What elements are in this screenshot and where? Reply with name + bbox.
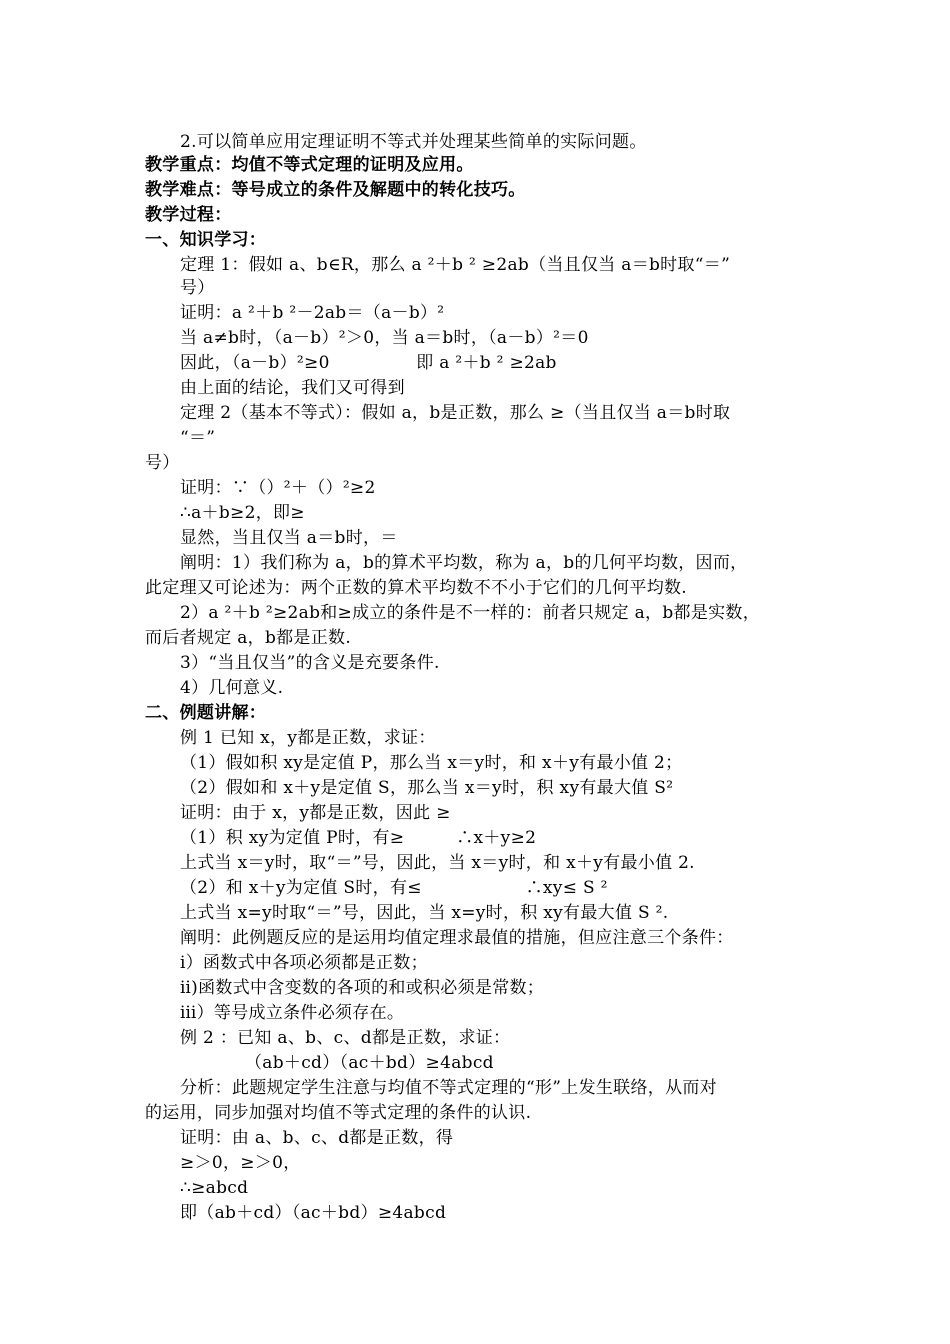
condition-i: ⅰ）函数式中各项必须都是正数； xyxy=(180,953,428,973)
note-2-cont: 而后者规定 a，b都是正数. xyxy=(145,628,352,648)
key-points-line: 教学重点：均值不等式定理的证明及应用。 xyxy=(145,155,474,175)
theorem-2-line: 定理 2（基本不等式）：假如 a，b是正数，那么 ≥（当且仅当 a＝b时取 xyxy=(180,403,731,423)
transition-line: 由上面的结论，我们又可得到 xyxy=(180,378,405,398)
proof-1-case: 当 a≠b时，（a－b）²＞0，当 a＝b时，（a－b）²＝0 xyxy=(180,328,589,348)
example-2-step-1: ≥＞0，≥＞0， xyxy=(180,1153,301,1173)
proof-2-step: ∴a＋b≥2，即≥ xyxy=(180,503,305,523)
example-1-proof-1-conclusion: 上式当 x＝y时，取“＝”号，因此，当 x＝y时，和 x＋y有最小值 2. xyxy=(180,853,695,873)
proof-2-equality: 显然，当且仅当 a＝b时，＝ xyxy=(180,528,398,548)
theorem-2-cont: “＝” xyxy=(180,428,216,448)
section-1-heading: 一、知识学习： xyxy=(145,230,267,250)
example-2-line: 例 2 ：已知 a、b、c、d都是正数，求证： xyxy=(180,1028,511,1048)
example-2-conclusion: 即（ab＋cd）（ac＋bd）≥4abcd xyxy=(180,1203,447,1223)
note-3-line: 3）“当且仅当”的含义是充要条件. xyxy=(180,653,440,673)
proof-1-conclusion: 因此，（a－b）²≥0 即 a ²＋b ² ≥2ab xyxy=(180,353,557,373)
example-2-inequality: （ab＋cd）（ac＋bd）≥4abcd xyxy=(245,1053,494,1073)
note-2-line: 2）a ²＋b ²≥2ab和≥成立的条件是不一样的：前者只规定 a，b都是实数， xyxy=(180,603,761,623)
example-1-line: 例 1 已知 x，y都是正数，求证： xyxy=(180,728,436,748)
note-4-line: 4）几何意义. xyxy=(180,678,284,698)
theorem-1-cont: 号） xyxy=(180,278,215,298)
theorem-1-line: 定理 1：假如 a、b∈R，那么 a ²＋b ² ≥2ab（当且仅当 a＝b时取“＝” xyxy=(180,255,731,275)
example-1-proof-2: （2）和 x＋y为定值 S时，有≤ ∴xy≤ S ² xyxy=(180,878,608,898)
example-1-note: 阐明：此例题反应的是运用均值定理求最值的措施，但应注意三个条件： xyxy=(180,928,734,948)
note-1-cont: 此定理又可论述为：两个正数的算术平均数不不小于它们的几何平均数. xyxy=(145,578,688,598)
objective-line: 2.可以简单应用定理证明不等式并处理某些简单的实际问题。 xyxy=(180,132,647,152)
process-heading: 教学过程： xyxy=(145,205,232,225)
note-1-line: 阐明：1）我们称为 a，b的算术平均数，称为 a，b的几何平均数，因而， xyxy=(180,553,748,573)
example-1-proof-2-conclusion: 上式当 x=y时取“＝”号，因此，当 x=y时，积 xy有最大值 S ². xyxy=(180,903,669,923)
example-1-proof: 证明：由于 x，y都是正数，因此 ≥ xyxy=(180,803,451,823)
condition-iii: ⅲ）等号成立条件必须存在。 xyxy=(180,1003,405,1023)
example-2-step-2: ∴≥abcd xyxy=(180,1178,249,1198)
example-1-part-1: （1）假如积 xy是定值 P，那么当 x＝y时，和 x＋y有最小值 2； xyxy=(180,753,683,773)
section-2-heading: 二、例题讲解： xyxy=(145,703,267,723)
example-2-proof: 证明：由 a、b、c、d都是正数，得 xyxy=(180,1128,454,1148)
example-1-proof-1: （1）积 xy为定值 P时，有≥ ∴x＋y≥2 xyxy=(180,828,537,848)
proof-1-line: 证明：a ²＋b ²－2ab＝（a－b）² xyxy=(180,303,445,323)
example-1-part-2: （2）假如和 x＋y是定值 S，那么当 x＝y时，积 xy有最大值 S² xyxy=(180,778,674,798)
theorem-2-cont2: 号） xyxy=(145,453,180,473)
difficult-points-line: 教学难点：等号成立的条件及解题中的转化技巧。 xyxy=(145,180,526,200)
analysis-line: 分析：此题规定学生注意与均值不等式定理的“形”上发生联络，从而对 xyxy=(180,1078,717,1098)
condition-ii: ⅱ)函数式中含变数的各项的和或积必须是常数； xyxy=(180,978,545,998)
proof-2-line: 证明：∵（）²＋（）²≥2 xyxy=(180,478,376,498)
analysis-cont: 的运用，同步加强对均值不等式定理的条件的认识. xyxy=(145,1103,532,1123)
